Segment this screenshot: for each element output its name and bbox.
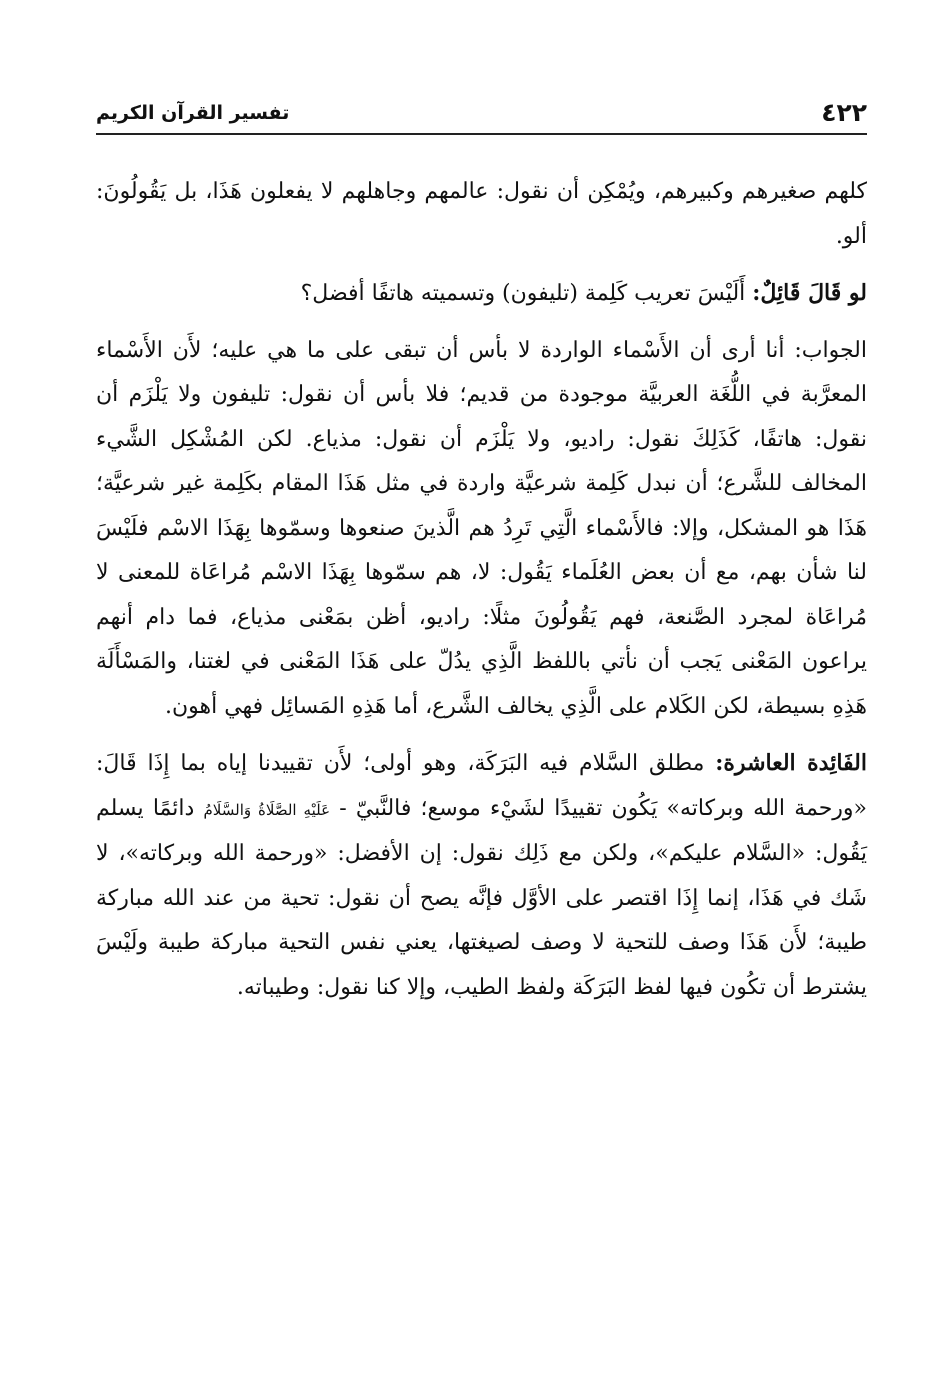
paragraph-answer: الجواب: أنا أرى أن الأَسْماء الواردة لا بأس أن تبقى على ما هي عليه؛ لأَن الأَسْماء المعرَّبة في اللُّغَة العربيَّة موجودة من قديم؛ فلا بأس أن نقول: تليفون ولا يَلْزَم أن نقول: هاتفًا، كَذَلِكَ نقول: راديو، ولا يَلْزَم أن نقول: مذياع. لكن المُشْكِل الشَّيء المخالف للشَّرع؛ أن نبدل كَلِمة شرعيَّة واردة في مثل هَذَا المقام بكَلِمة غير شرعيَّة؛ هَذَا هو المشكل، وإلا: فالأَسْماء الَّتِي تَرِدُ هم الَّذينَ صنعوها وسمّوها بِهَذَا الاسْم فلَيْسَ لنا شأن بهم، مع أن بعض العُلَماء يَقُول: لا، هم سمّوها بِهَذَا الاسْم مُراعَاة للمعنى لا مُراعَاة لمجرد الصَّنعة، فهم يَقُولُونَ مثلًا: راديو، أظن بمَعْنى مذياع، فما دام أنهم يراعون المَعْنى يَجب أن نأتي باللفظ الَّذِي يدُلّ على هَذَا المَعْنى في لغتنا، والمَسْأَلَة هَذِهِ بسيطة، لكن الكَلام على الَّذِي يخالف الشَّرع، أما هَذِهِ المَسائِل فهي أهون. bbox=[96, 337, 867, 719]
honorific-phrase: عَلَيْهِ الصَّلَاةُ وَالسَّلَامُ bbox=[203, 800, 331, 819]
paragraph-benefit-ten bbox=[96, 741, 867, 1010]
paragraph-question bbox=[96, 271, 867, 317]
page-body bbox=[96, 170, 867, 1010]
benefit-text-after: دائمًا يسلم يَقُول: «السَّلام عليكم»، ولكن مع ذَلِك نقول: إن الأفضل: «ورحمة الله وبركاته»، لا شَك في هَذَا، إنما إِذَا اقتصر على الأوَّل فإنَّه يصح أن نقول: تحية من عند الله مباركة طيبة؛ لأَن هَذَا وصف للتحية لا وصف لصيغتها، يعني نفس التحية مباركة طيبة ولَيْسَ يشترط أن تكُون فيها لفظ البَرَكَة ولفظ الطيب، وإلا كنا نقول: وطيباته. bbox=[96, 795, 867, 1000]
page-header bbox=[96, 98, 867, 138]
header-rule bbox=[96, 133, 867, 135]
benefit-text-before: مطلق السَّلام فيه البَرَكَة، وهو أولى؛ لأَن تقييدنا إياه بما إِذَا قَالَ: «ورحمة الله وبركاته» يَكُون تقييدًا لشَيْء موسع؛ فالنَّبيّ - bbox=[96, 751, 868, 821]
running-title: تفسير القرآن الكريم bbox=[96, 102, 290, 124]
question-text: أَلَيْسَ تعريب كَلِمة (تليفون) وتسميته هاتفًا أفضل؟ bbox=[300, 281, 746, 306]
paragraph-continuation: كلهم صغيرهم وكبيرهم، ويُمْكِن أن نقول: عالمهم وجاهلهم لا يفعلون هَذَا، بل يَقُولُونَ: ألو. bbox=[96, 179, 867, 249]
benefit-lead: الفَائِدة العاشرة: bbox=[715, 750, 867, 776]
page-number: ٤٢٢ bbox=[821, 98, 867, 127]
question-lead: لو قَالَ قَائِلٌ: bbox=[752, 280, 867, 306]
